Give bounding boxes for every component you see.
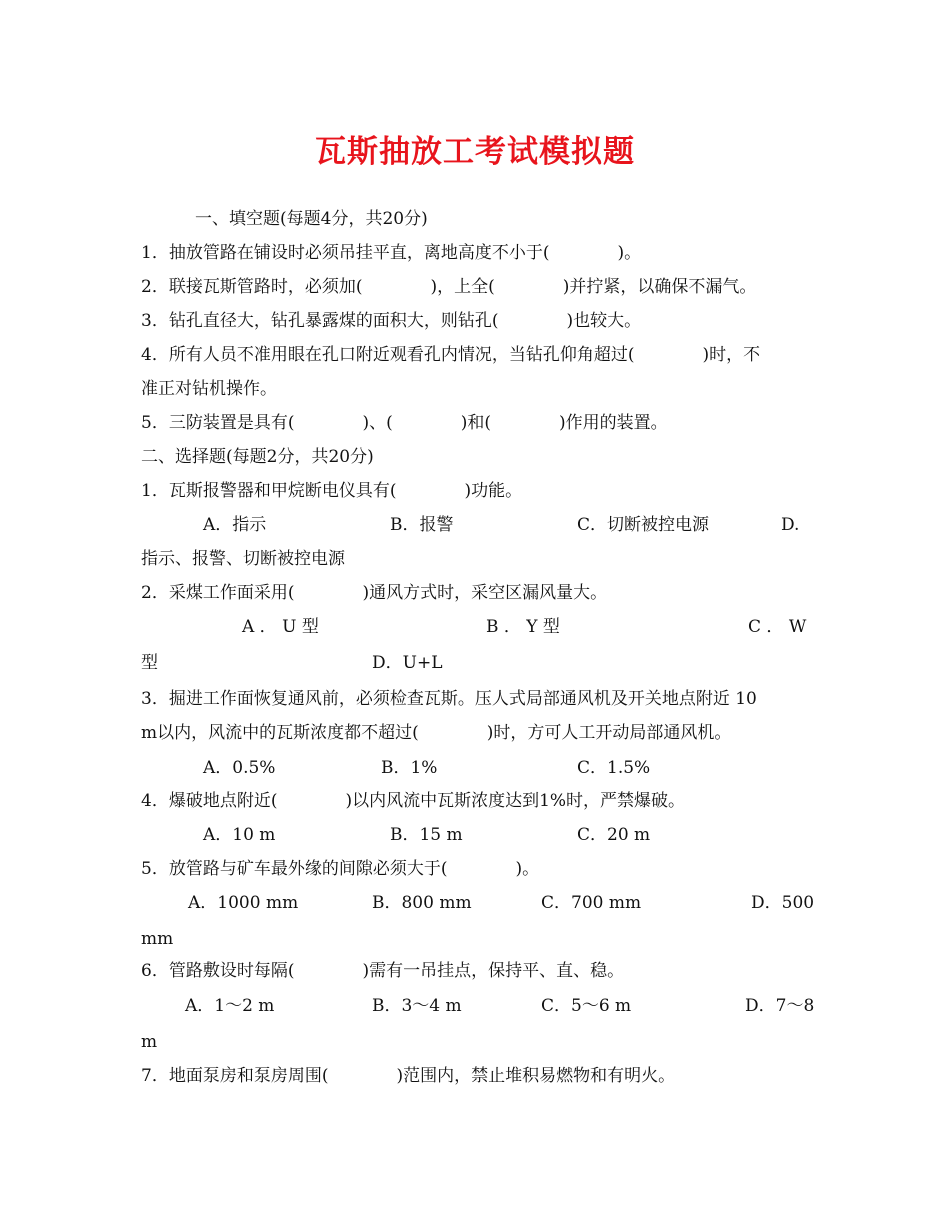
- choice-4-option-c: C．20 m: [577, 825, 651, 845]
- choice-3-option-b: B．1%: [381, 758, 438, 778]
- choice-5-option-d: D．500: [751, 893, 815, 913]
- question-fill-3: 3．钻孔直径大，钻孔暴露煤的面积大，则钻孔( )也较大。: [141, 311, 642, 331]
- question-choice-3-line2: m以内，风流中的瓦斯浓度都不超过( )时，方可人工开动局部通风机。: [141, 723, 732, 743]
- question-choice-6: 6．管路敷设时每隔( )需有一吊挂点，保持平、直、稳。: [141, 961, 625, 981]
- question-choice-7: 7．地面泵房和泵房周围( )范围内，禁止堆积易燃物和有明火。: [141, 1066, 676, 1086]
- choice-5-option-a: A．1000 mm: [188, 893, 299, 913]
- choice-3-option-c: C．1.5%: [577, 758, 651, 778]
- question-choice-2: 2．采煤工作面采用( )通风方式时，采空区漏风量大。: [141, 583, 608, 603]
- section-heading-choice: 二、选择题(每题2分，共20分): [141, 447, 374, 467]
- question-fill-4-line1: 4．所有人员不准用眼在孔口附近观看孔内情况，当钻孔仰角超过( )时，不: [141, 345, 761, 365]
- question-choice-4: 4．爆破地点附近( )以内风流中瓦斯浓度达到1%时，严禁爆破。: [141, 791, 686, 811]
- choice-6-option-d: D．7～8: [745, 996, 815, 1016]
- choice-6-option-c: C．5～6 m: [541, 996, 632, 1016]
- choice-3-option-a: A．0.5%: [203, 758, 276, 778]
- choice-6-option-d-cont: m: [141, 1032, 158, 1052]
- question-fill-1: 1．抽放管路在铺设时必须吊挂平直，离地高度不小于( )。: [141, 243, 642, 263]
- choice-4-option-b: B．15 m: [390, 825, 463, 845]
- choice-2-option-d: D．U+L: [372, 653, 443, 673]
- question-choice-5: 5．放管路与矿车最外缘的间隙必须大于( )。: [141, 859, 540, 879]
- choice-2-option-c-cont: 型: [141, 653, 158, 673]
- choice-2-option-c: C ． W: [748, 617, 807, 637]
- question-choice-1: 1．瓦斯报警器和甲烷断电仪具有( )功能。: [141, 481, 523, 501]
- question-choice-3-line1: 3．掘进工作面恢复通风前，必须检查瓦斯。压人式局部通风机及开关地点附近 10: [141, 689, 757, 709]
- choice-6-option-a: A．1～2 m: [185, 996, 275, 1016]
- page-title: 瓦斯抽放工考试模拟题: [315, 134, 635, 170]
- question-fill-2: 2．联接瓦斯管路时，必须加( )，上全( )并拧紧，以确保不漏气。: [141, 277, 757, 297]
- choice-1-option-b: B．报警: [390, 515, 454, 535]
- choice-1-option-a: A．指示: [203, 515, 267, 535]
- choice-2-option-b: B ． Y 型: [486, 617, 560, 637]
- choice-5-option-b: B．800 mm: [372, 893, 472, 913]
- choice-4-option-a: A．10 m: [203, 825, 276, 845]
- question-fill-4-line2: 准正对钻机操作。: [141, 379, 277, 399]
- choice-5-option-d-cont: mm: [141, 929, 174, 949]
- question-fill-5: 5．三防装置是具有( )、( )和( )作用的装置。: [141, 413, 668, 433]
- choice-6-option-b: B．3～4 m: [372, 996, 462, 1016]
- choice-5-option-c: C．700 mm: [541, 893, 642, 913]
- choice-1-option-c: C．切断被控电源: [577, 515, 710, 535]
- choice-1-option-d: D.: [781, 515, 800, 535]
- section-heading-fill-in: 一、填空题(每题4分，共20分): [195, 209, 428, 229]
- choice-2-option-a: A ． U 型: [242, 617, 319, 637]
- choice-1-option-d-cont: 指示、报警、切断被控电源: [141, 549, 345, 569]
